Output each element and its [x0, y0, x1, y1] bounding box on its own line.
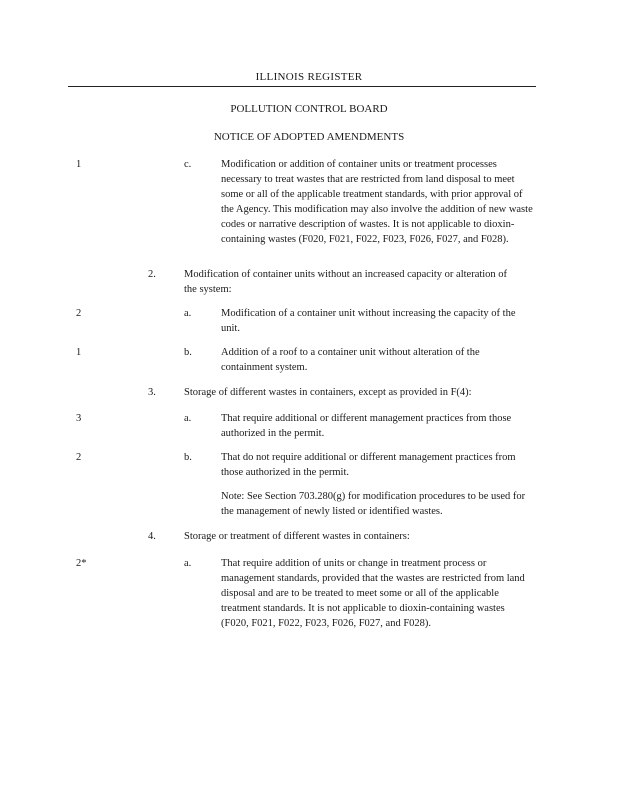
item-letter: b.: [184, 347, 192, 358]
board-name: POLLUTION CONTROL BOARD: [230, 103, 388, 115]
item-text: That require addition of units or change in treatment process or management standards, provided that the wastes are restricted from land disposal and are to be treated to meet some or all of the applicable treatment standards. It is not applicable to dioxin-containing wastes (F020, F021, F022, F023, F026, F027, and F028).: [221, 558, 525, 629]
item-text: That require additional or different management practices from those authorized in the permit.: [221, 413, 512, 439]
margin-class-number: 1: [76, 347, 82, 358]
margin-class-number: 1: [76, 159, 82, 170]
section-text: Storage or treatment of different wastes in containers:: [184, 531, 410, 542]
item-text: That do not require additional or different management practices from those authorized in the permit.: [221, 452, 516, 478]
register-title: ILLINOIS REGISTER: [255, 71, 363, 83]
item-letter: a.: [184, 558, 192, 569]
section-text: Modification of container units without an increased capacity or alteration of the system:: [184, 269, 508, 295]
margin-class-number: 3: [76, 413, 82, 424]
section-text: Storage of different wastes in containers, except as provided in F(4):: [184, 387, 472, 398]
section-number: 3.: [148, 387, 156, 398]
item-letter: c.: [184, 159, 192, 170]
item-letter: a.: [184, 308, 192, 319]
item-letter: b.: [184, 452, 192, 463]
section-number: 2.: [148, 269, 156, 280]
section-number: 4.: [148, 531, 156, 542]
item-text: Modification of a container unit without increasing the capacity of the unit.: [221, 308, 516, 334]
item-text: Addition of a roof to a container unit without alteration of the containment system.: [221, 347, 480, 373]
item-text: Modification or addition of container units or treatment processes necessary to treat wastes that are restricted from land disposal to meet some or all of the applicable treatment standards, with prior approval of the Agency. This modification may also involve the addition of new waste codes or narrative description of wastes. It is not applicable to dioxin-containing wastes (F020, F021, F022, F023, F026, F027, and F028).: [221, 159, 533, 245]
margin-class-number: 2: [76, 308, 82, 319]
notice-title: NOTICE OF ADOPTED AMENDMENTS: [213, 131, 405, 143]
note-text: Note: See Section 703.280(g) for modification procedures to be used for the management of newly listed or identified wastes.: [221, 491, 526, 517]
margin-class-number: 2*: [76, 558, 87, 569]
item-letter: a.: [184, 413, 192, 424]
header-rule: [68, 86, 536, 87]
margin-class-number: 2: [76, 452, 82, 463]
